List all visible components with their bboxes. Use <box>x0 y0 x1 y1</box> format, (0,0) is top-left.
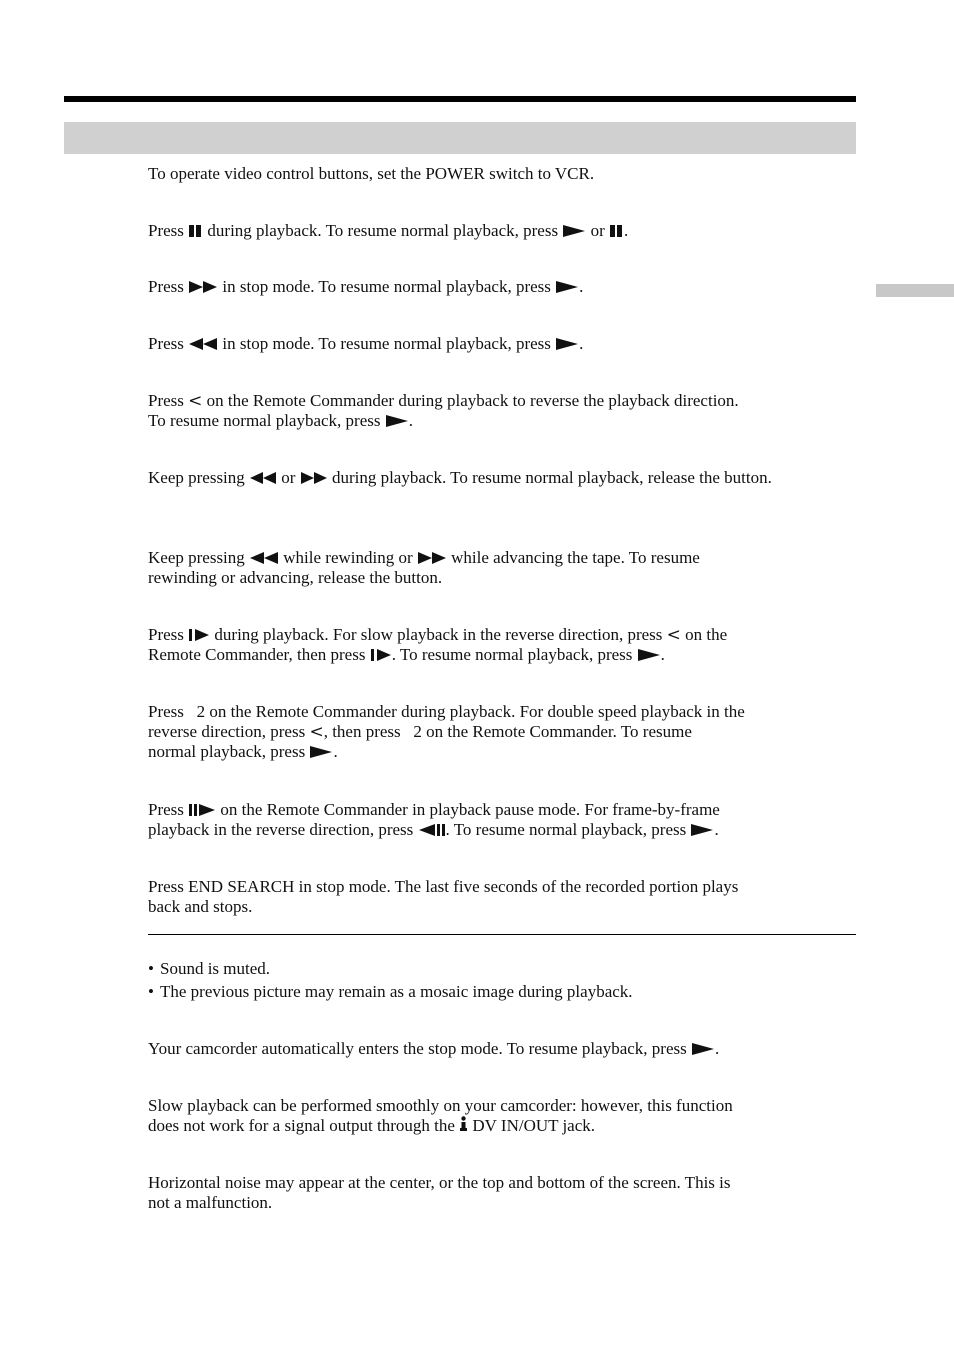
play-icon <box>309 742 333 762</box>
frame-paragraph: Press on the Remote Commander in playback pause mode. For frame-by-frame playback in the reverse direction, press . To resume normal playback, press . <box>148 800 720 839</box>
pause-paragraph: Press during playback. To resume normal playback, press or . <box>148 221 629 240</box>
dv-jack-icon <box>459 1116 468 1136</box>
note-bullet: • The previous picture may remain as a mosaic image during playback. <box>148 982 633 1001</box>
skip-paragraph: Keep pressing while rewinding or while advancing the tape. To resume rewinding or advancing, release the button. <box>148 548 700 587</box>
ff-paragraph: Press in stop mode. To resume normal playback, press . <box>148 277 584 296</box>
slow-icon <box>188 625 210 645</box>
side-tab-marker <box>876 284 954 297</box>
play-icon <box>555 277 579 297</box>
section-title-band <box>64 122 856 154</box>
rewind-icon <box>249 548 279 568</box>
notes-separator <box>148 934 856 935</box>
fast-forward-icon <box>188 277 218 297</box>
rewind-icon <box>249 468 277 488</box>
play-icon <box>385 411 409 431</box>
frame-reverse-icon <box>418 820 446 840</box>
slow-note: Slow playback can be performed smoothly on your camcorder: however, this function does not work for a signal output through the DV IN/OUT jack. <box>148 1096 733 1135</box>
reverse-symbol: < <box>188 391 203 411</box>
reverse-symbol: < <box>309 722 324 742</box>
reverse-symbol: < <box>666 625 681 645</box>
pause-icon <box>188 221 203 241</box>
slow-paragraph: Press during playback. For slow playback in the reverse direction, press < on the Remote Commander, then press . To resume normal playback, press . <box>148 625 728 664</box>
frame-forward-icon <box>188 800 216 820</box>
rew-paragraph: Press in stop mode. To resume normal playback, press . <box>148 334 584 353</box>
auto-stop-note: Your camcorder automatically enters the stop mode. To resume playback, press . <box>148 1039 720 1058</box>
fast-forward-icon <box>417 548 447 568</box>
play-icon <box>690 820 714 840</box>
fast-forward-icon <box>300 468 328 488</box>
end-search-paragraph: Press END SEARCH in stop mode. The last five seconds of the recorded portion plays back and stops. <box>148 877 739 916</box>
pause-icon <box>609 221 624 241</box>
rewind-icon <box>188 334 218 354</box>
play-icon <box>562 221 586 241</box>
play-icon <box>691 1039 715 1059</box>
header-rule <box>64 96 856 102</box>
note-bullet: • Sound is muted. <box>148 959 271 978</box>
slow-icon <box>370 645 392 665</box>
noise-note: Horizontal noise may appear at the center, or the top and bottom of the screen. This is not a malfunction. <box>148 1173 731 1212</box>
intro-text: To operate video control buttons, set the POWER switch to VCR. <box>148 164 595 183</box>
reverse-paragraph: Press < on the Remote Commander during playback to reverse the playback direction. To resume normal playback, press . <box>148 391 739 430</box>
double-paragraph: Press 2 on the Remote Commander during playback. For double speed playback in the reverse direction, press <, then press 2 on the Remote Commander. To resume normal playback, press . <box>148 702 745 761</box>
play-icon <box>555 334 579 354</box>
search-paragraph: Keep pressing or during playback. To resume normal playback, release the button. <box>148 468 772 487</box>
play-icon <box>637 645 661 665</box>
